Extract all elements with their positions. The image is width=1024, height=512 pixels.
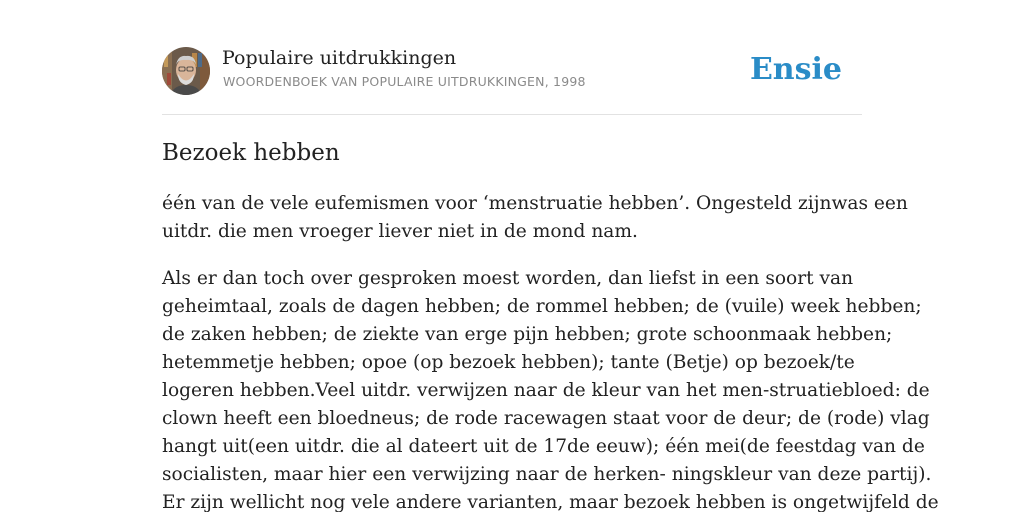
paragraph-line: geheimtaal, zoals de dagen hebben; de rommel hebben; de (vuile) week hebben; <box>162 296 922 317</box>
paragraph-line: één van de vele eufemismen voor ‘menstruatie hebben’. Ongesteld zijnwas een <box>162 193 908 214</box>
entry-title: Bezoek hebben <box>162 140 340 166</box>
paragraph-line: logeren hebben.Veel uitdr. verwijzen naar de kleur van het men-struatiebloed: de <box>162 380 930 401</box>
paragraph-line: hetemmetje hebben; opoe (op bezoek hebben); tante (Betje) op bezoek/te <box>162 352 855 373</box>
paragraph-line: socialisten, maar hier een verwijzing naar de herken- ningskleur van deze partij). <box>162 464 932 485</box>
paragraph-line: hangt uit(een uitdr. die al dateert uit de 17de eeuw); één mei(de feestdag van de <box>162 436 925 457</box>
source-subtitle: WOORDENBOEK VAN POPULAIRE UITDRUKKINGEN, 1998 <box>223 74 586 89</box>
paragraph <box>162 190 908 246</box>
paragraph <box>162 265 939 512</box>
source-header <box>162 46 862 115</box>
paragraph-line: de zaken hebben; de ziekte van erge pijn hebben; grote schoonmaak hebben; <box>162 324 893 345</box>
author-avatar[interactable] <box>162 47 210 95</box>
ensie-logo[interactable]: Ensie <box>749 52 842 87</box>
paragraph-line: uitdr. die men vroeger liever niet in de mond nam. <box>162 221 638 242</box>
source-title[interactable]: Populaire uitdrukkingen <box>222 47 457 69</box>
entry-content <box>162 190 939 512</box>
paragraph-line: Als er dan toch over gesproken moest worden, dan liefst in een soort van <box>162 268 854 289</box>
paragraph-line: clown heeft een bloedneus; de rode racewagen staat voor de deur; de (rode) vlag <box>162 408 930 429</box>
paragraph-line: Er zijn wellicht nog vele andere varianten, maar bezoek hebben is ongetwijfeld de <box>162 492 939 512</box>
author-portrait-icon <box>162 47 210 95</box>
